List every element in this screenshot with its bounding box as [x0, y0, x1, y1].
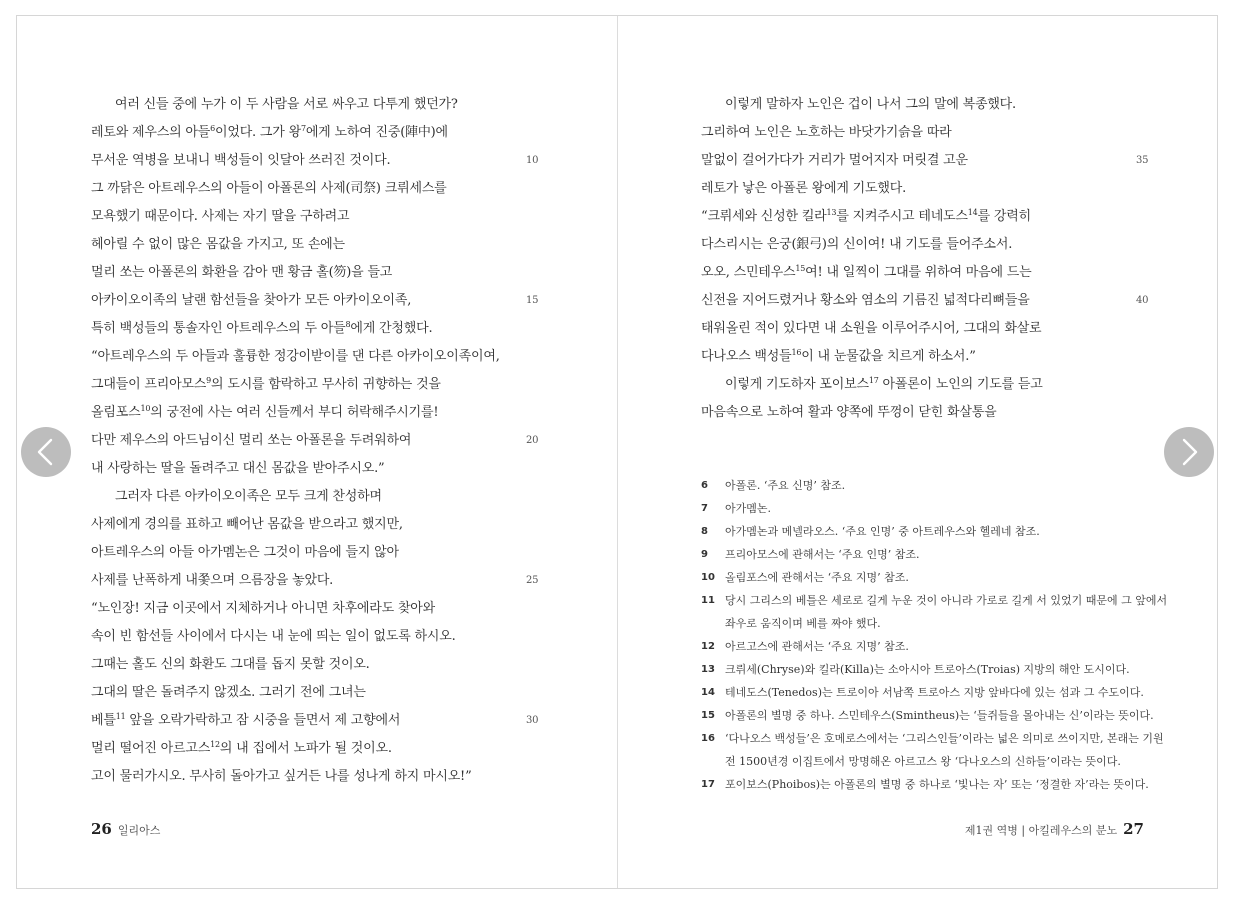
- page-number: 26: [91, 820, 112, 838]
- previous-page-button[interactable]: [21, 427, 71, 477]
- verse-line: [701, 371, 1151, 399]
- verse-line: [91, 483, 541, 511]
- footnote-number: 12: [701, 641, 715, 652]
- verse-text: 태워올린 적이 있다면 내 소원을 이루어주시어, 그대의 화살로: [701, 321, 1042, 336]
- footnote-text: 아폴론. ‘주요 신명’ 참조.: [725, 479, 846, 492]
- verse-text: 마음속으로 노하여 활과 양쪽에 뚜껑이 닫힌 화살통을: [701, 405, 997, 420]
- verse-text: 무서운 역병을 보내니 백성들이 잇달아 쓰러진 것이다.: [91, 153, 391, 168]
- footnote-ref: 16: [791, 348, 802, 357]
- verse-text: 이렇게 말하자 노인은 겁이 나서 그의 말에 복종했다.: [725, 97, 1016, 112]
- verse-text: “노인장! 지금 이곳에서 지체하거나 아니면 차후에라도 찾아와: [91, 601, 436, 616]
- verse-text: 속이 빈 함선들 사이에서 다시는 내 눈에 띄는 일이 없도록 하시오.: [91, 629, 456, 644]
- footnote: [701, 566, 1171, 589]
- verse-text: 특히 백성들의 통솔자인 아트레우스의 두 아들: [91, 321, 346, 336]
- footnote-number: 16: [701, 733, 715, 744]
- verse-text: 아트레우스의 아들 아가멤논은 그것이 마음에 들지 않아: [91, 545, 399, 560]
- footnote-ref: 17: [868, 376, 879, 385]
- verse-text: 레토가 낳은 아폴론 왕에게 기도했다.: [701, 181, 907, 196]
- verse-text: 그때는 홀도 신의 화환도 그대를 돕지 못할 것이오.: [91, 657, 370, 672]
- footnote-ref: 8: [345, 320, 351, 329]
- footnote: [701, 635, 1171, 658]
- verse-line: [701, 147, 1151, 175]
- line-number: 35: [1136, 155, 1149, 166]
- verse-line: [91, 651, 541, 679]
- verse-line: [701, 203, 1151, 231]
- verse-line: [91, 539, 541, 567]
- footnote-number: 13: [701, 664, 715, 675]
- verse-line: [91, 147, 541, 175]
- footnote-number: 8: [701, 526, 708, 537]
- footnote-text: 크뤼세(Chryse)와 킬라(Killa)는 소아시아 트로아스(Troias) 지방의 해안 도시이다.: [725, 663, 1130, 676]
- verse-text: 그 까닭은 아트레우스의 아들이 아폴론의 사제(司祭) 크뤼세스를: [91, 181, 447, 196]
- footnote-text: 프리아모스에 관해서는 ‘주요 인명’ 참조.: [725, 548, 920, 561]
- footnote: [701, 520, 1171, 543]
- footnotes: [701, 474, 1171, 796]
- verse-text: 의 내 집에서 노파가 될 것이오.: [219, 741, 392, 756]
- verse-text: 앞을 오락가락하고 잠 시중을 들면서 제 고향에서: [125, 713, 401, 728]
- page-footer: [965, 820, 1144, 838]
- footnote: [701, 704, 1171, 727]
- verse-line: [701, 119, 1151, 147]
- verse-line: [91, 511, 541, 539]
- chevron-left-icon: [21, 427, 71, 477]
- verse-line: [91, 735, 541, 763]
- verse-text: 그대의 딸은 돌려주지 않겠소. 그러기 전에 그녀는: [91, 685, 366, 700]
- footnote-text: 테네도스(Tenedos)는 트로이아 서남쪽 트로아스 지방 앞바다에 있는 섬과 그 수도이다.: [725, 686, 1144, 699]
- footnote: [701, 658, 1171, 681]
- footnote-ref: 6: [210, 124, 215, 133]
- footnote-text: ‘다나오스 백성들’은 호메로스에서는 ‘그리스인들’이라는 넓은 의미로 쓰이지만, 본래는 기원전 1500년경 이집트에서 망명해온 아르고스 왕 ‘다나오스의 신하들’이라는 뜻이다.: [725, 732, 1164, 768]
- footnote-text: 포이보스(Phoibos)는 아폴론의 별명 중 하나로 ‘빛나는 자’ 또는 ‘정결한 자’라는 뜻이다.: [725, 778, 1149, 791]
- footnote-ref: 15: [795, 264, 806, 273]
- footnote-number: 11: [701, 595, 715, 606]
- footnote-ref: 7: [300, 124, 306, 133]
- verse-text: 말없이 걸어가다가 거리가 멀어지자 머릿결 고운: [701, 153, 968, 168]
- verse-line: [701, 231, 1151, 259]
- verse-text: 고이 물러가시오. 무사히 돌아가고 싶거든 나를 성나게 하지 마시오!”: [91, 769, 472, 784]
- page-footer: [91, 820, 160, 838]
- footnote: [701, 727, 1171, 773]
- verse-line: [701, 259, 1151, 287]
- verse-text: 의 궁전에 사는 여러 신들께서 부디 허락해주시기를!: [150, 405, 439, 420]
- verse-line: [91, 427, 541, 455]
- footnote-number: 6: [701, 480, 708, 491]
- footnote: [701, 589, 1171, 635]
- verse-line: [701, 343, 1151, 371]
- verse-text: 를 강력히: [977, 209, 1031, 224]
- verse-text: 오오, 스민테우스: [701, 265, 796, 280]
- line-number: 10: [526, 155, 539, 166]
- verse-text: 를 지켜주시고 테네도스: [836, 209, 968, 224]
- footnote-number: 14: [701, 687, 715, 698]
- verse-text: 아카이오이족의 날랜 함선들을 찾아가 모든 아카이오이족,: [91, 293, 412, 308]
- line-number: 25: [526, 575, 539, 586]
- verse-text: 그대들이 프리아모스: [91, 377, 207, 392]
- verse-text: 사제를 난폭하게 내쫓으며 으름장을 놓았다.: [91, 573, 334, 588]
- footnote-text: 아르고스에 관해서는 ‘주요 지명’ 참조.: [725, 640, 909, 653]
- verse-block: [91, 91, 541, 791]
- verse-text: 올림포스: [91, 405, 141, 420]
- footnote-number: 10: [701, 572, 715, 583]
- verse-line: [91, 343, 541, 371]
- verse-text: 의 도시를 함락하고 무사히 귀향하는 것을: [211, 377, 441, 392]
- verse-line: [91, 371, 541, 399]
- verse-text: 여러 신들 중에 누가 이 두 사람을 서로 싸우고 다투게 했던가?: [115, 97, 458, 112]
- line-number: 20: [526, 435, 539, 446]
- footnote-ref: 9: [206, 376, 212, 385]
- footnote-ref: 12: [210, 740, 220, 749]
- verse-text: 멀리 쏘는 아폴론의 화환을 감아 맨 황금 홀(笏)을 들고: [91, 265, 393, 280]
- verse-text: 이렇게 기도하자 포이보스: [725, 377, 869, 392]
- verse-text: 다스리시는 은궁(銀弓)의 신이여! 내 기도를 들어주소서.: [701, 237, 1013, 252]
- footnote: [701, 543, 1171, 566]
- line-number: 15: [526, 295, 539, 306]
- verse-line: [91, 287, 541, 315]
- verse-text: 이었다. 그가 왕: [214, 125, 301, 140]
- verse-text: 그리하여 노인은 노호하는 바닷가기슭을 따라: [701, 125, 952, 140]
- footnote-text: 아가멤논.: [725, 502, 772, 515]
- verse-text: 레토와 제우스의 아들: [91, 125, 211, 140]
- verse-line: [91, 763, 541, 791]
- verse-line: [701, 91, 1151, 119]
- verse-text: 아폴론이 노인의 기도를 듣고: [878, 377, 1043, 392]
- verse-line: [91, 399, 541, 427]
- verse-text: 그러자 다른 아카이오이족은 모두 크게 찬성하며: [115, 489, 382, 504]
- footnote: [701, 474, 1171, 497]
- verse-line: [91, 567, 541, 595]
- footnote-number: 9: [701, 549, 708, 560]
- verse-line: [91, 707, 541, 735]
- footnote-number: 15: [701, 710, 715, 721]
- verse-line: [91, 679, 541, 707]
- verse-text: 이 내 눈물값을 치르게 하소서.”: [801, 349, 976, 364]
- verse-line: [91, 259, 541, 287]
- verse-text: 다만 제우스의 아드님이신 멀리 쏘는 아폴론을 두려워하여: [91, 433, 412, 448]
- verse-line: [91, 315, 541, 343]
- right-page: [618, 16, 1218, 888]
- line-number: 30: [526, 715, 539, 726]
- footnote-ref: 11: [115, 712, 126, 721]
- verse-line: [91, 231, 541, 259]
- chevron-right-icon: [1164, 427, 1214, 477]
- verse-text: 여! 내 일찍이 그대를 위하여 마음에 드는: [805, 265, 1032, 280]
- verse-text: 멀리 떨어진 아르고스: [91, 741, 211, 756]
- footnote-ref: 13: [826, 208, 837, 217]
- verse-text: 베틀: [91, 713, 116, 728]
- verse-text: 에게 간청했다.: [350, 321, 433, 336]
- verse-text: 사제에게 경의를 표하고 빼어난 몸값을 받으라고 했지만,: [91, 517, 403, 532]
- verse-line: [91, 119, 541, 147]
- verse-text: 에게 노하여 진중(陣中)에: [305, 125, 448, 140]
- footnote-text: 아폴론의 별명 중 하나. 스민테우스(Smintheus)는 ‘들쥐들을 몰아내는 신’이라는 뜻이다.: [725, 709, 1154, 722]
- footnote: [701, 681, 1171, 704]
- book-spread: [16, 15, 1218, 889]
- verse-text: “크뤼세와 신성한 킬라: [701, 209, 827, 224]
- verse-text: 모욕했기 때문이다. 사제는 자기 딸을 구하려고: [91, 209, 350, 224]
- verse-text: 내 사랑하는 딸을 돌려주고 대신 몸값을 받아주시오.”: [91, 461, 385, 476]
- running-title: 일리아스: [117, 824, 161, 837]
- footnote: [701, 497, 1171, 520]
- footnote-text: 당시 그리스의 베틀은 세로로 길게 누운 것이 아니라 가로로 길게 서 있었기 때문에 그 앞에서 좌우로 움직이며 베를 짜야 했다.: [725, 594, 1168, 630]
- footnote: [701, 773, 1171, 796]
- verse-text: 신전을 지어드렸거나 황소와 염소의 기름진 넓적다리뼈들을: [701, 293, 1030, 308]
- footnote-ref: 10: [140, 404, 151, 413]
- verse-line: [701, 175, 1151, 203]
- verse-text: 다나오스 백성들: [701, 349, 792, 364]
- footnote-text: 올림포스에 관해서는 ‘주요 지명’ 참조.: [725, 571, 909, 584]
- running-title: 제1권 역병 | 아킬레우스의 분노: [964, 824, 1118, 837]
- verse-line: [91, 203, 541, 231]
- verse-line: [701, 315, 1151, 343]
- line-number: 40: [1136, 295, 1149, 306]
- footnote-number: 7: [701, 503, 708, 514]
- verse-line: [91, 175, 541, 203]
- next-page-button[interactable]: [1164, 427, 1214, 477]
- footnote-ref: 14: [967, 208, 978, 217]
- verse-block: [701, 91, 1151, 427]
- verse-text: 헤아릴 수 없이 많은 몸값을 가지고, 또 손에는: [91, 237, 345, 252]
- verse-line: [701, 287, 1151, 315]
- verse-line: [91, 455, 541, 483]
- left-page: [17, 16, 617, 888]
- page-number: 27: [1123, 820, 1144, 838]
- verse-line: [91, 623, 541, 651]
- verse-line: [701, 399, 1151, 427]
- verse-text: “아트레우스의 두 아들과 훌륭한 정강이받이를 댄 다른 아카이오이족이여,: [91, 349, 500, 364]
- verse-line: [91, 91, 541, 119]
- verse-line: [91, 595, 541, 623]
- footnote-text: 아가멤논과 메넬라오스. ‘주요 인명’ 중 아트레우스와 헬레네 참조.: [725, 525, 1040, 538]
- footnote-number: 17: [701, 779, 715, 790]
